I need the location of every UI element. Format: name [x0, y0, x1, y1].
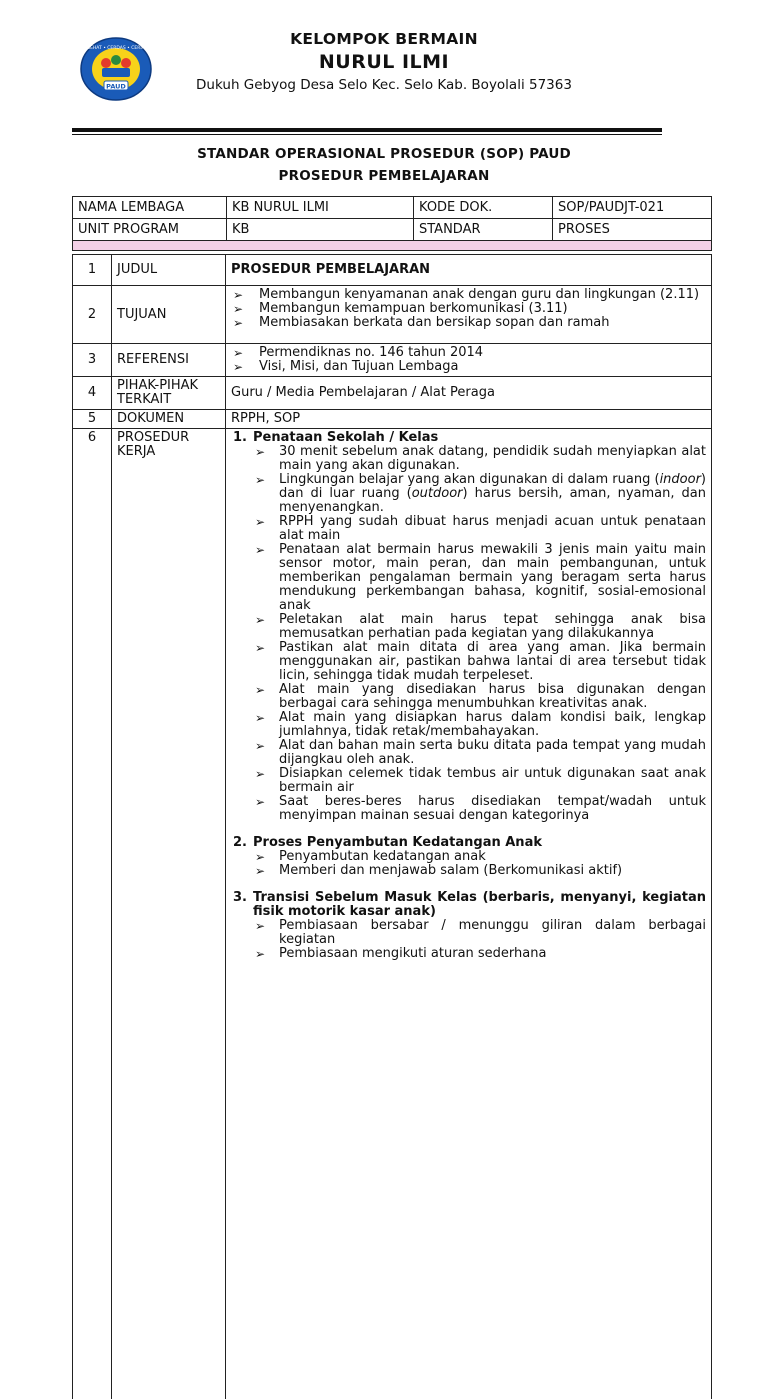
- separator-cell: [73, 241, 712, 251]
- table-row: [73, 429, 712, 1399]
- separator-row: [73, 241, 712, 251]
- list-item: ➢ Memberi dan menjawab salam (Berkomunikasi aktif): [231, 864, 706, 878]
- prosedur-cell: [226, 429, 712, 1399]
- section-number: 1.: [233, 430, 247, 445]
- meta-value: PROSES: [553, 219, 712, 241]
- meta-label: NAMA LEMBAGA: [73, 197, 227, 219]
- pihak-value: Guru / Media Pembelajaran / Alat Peraga: [226, 377, 712, 410]
- logo-label: PAUD: [106, 82, 126, 91]
- list-item: ➢ Disiapkan celemek tidak tembus air untuk digunakan saat anak bermain air: [231, 767, 706, 795]
- meta-value: KB NURUL ILMI: [227, 197, 414, 219]
- list-item: ➢ 30 menit sebelum anak datang, pendidik sudah menyiapkan alat main yang akan digunakan.: [231, 445, 706, 473]
- meta-label: UNIT PROGRAM: [73, 219, 227, 241]
- section-title: Transisi Sebelum Masuk Kelas (berbaris, menyanyi, kegiatan fisik motorik kasar anak): [253, 890, 706, 919]
- section-title: Proses Penyambutan Kedatangan Anak: [253, 835, 542, 850]
- document-subtitle: PROSEDUR PEMBELAJARAN: [278, 168, 490, 184]
- row-label: JUDUL: [112, 255, 226, 286]
- list-item: ➢ Pastikan alat main ditata di area yang aman. Jika bermain menggunakan air, pastikan bahwa lantai di area tersebut tidak licin, sehingga tidak mudah terpeleset.: [231, 641, 706, 683]
- table-row: [73, 377, 712, 410]
- table-row: [73, 255, 712, 286]
- list-item: ➢ Saat beres-beres harus disediakan tempat/wadah untuk menyimpan mainan sesuai dengan kategorinya: [231, 795, 706, 823]
- row-number: 6: [73, 429, 112, 1399]
- meta-row: [73, 197, 712, 219]
- section-heading: [231, 836, 706, 850]
- list-item: ➢ Alat dan bahan main serta buku ditata pada tempat yang mudah dijangkau oleh anak.: [231, 739, 706, 767]
- referensi-list-cell: [226, 344, 712, 377]
- list-item: ➢ Lingkungan belajar yang akan digunakan di dalam ruang (indoor) dan di luar ruang (outdoor) harus bersih, aman, nyaman, dan menyenangkan.: [231, 473, 706, 515]
- list-item: ➢ Membangun kemampuan berkomunikasi (3.11): [231, 302, 706, 316]
- row-number: 1: [73, 255, 112, 286]
- header-divider: [72, 128, 662, 132]
- list-item: ➢ Peletakan alat main harus tepat sehingga anak bisa memusatkan perhatian pada kegiatan yang dilakukannya: [231, 613, 706, 641]
- org-type: KELOMPOK BERMAIN: [290, 30, 478, 48]
- section-list: [231, 445, 706, 823]
- header-divider-thin: [72, 134, 662, 135]
- section-list: [231, 850, 706, 878]
- section-heading: [231, 431, 706, 445]
- row-label: PROSEDUR KERJA: [112, 429, 226, 1399]
- row-number: 4: [73, 377, 112, 410]
- document-title: STANDAR OPERASIONAL PROSEDUR (SOP) PAUD: [197, 146, 571, 162]
- judul-value: PROSEDUR PEMBELAJARAN: [226, 255, 712, 286]
- table-row: [73, 410, 712, 429]
- row-number: 5: [73, 410, 112, 429]
- tujuan-list: [231, 288, 706, 330]
- table-row: [73, 344, 712, 377]
- list-item: ➢ Alat main yang disiapkan harus dalam kondisi baik, lengkap jumlahnya, tidak retak/membahayakan.: [231, 711, 706, 739]
- meta-table: [72, 196, 712, 251]
- logo-motto: SEHAT • CERDAS • CERIA: [87, 46, 145, 51]
- row-label: DOKUMEN: [112, 410, 226, 429]
- list-item: ➢ RPPH yang sudah dibuat harus menjadi acuan untuk penataan alat main: [231, 515, 706, 543]
- list-item: ➢ Membangun kenyamanan anak dengan guru dan lingkungan (2.11): [231, 288, 706, 302]
- list-item: ➢ Membiasakan berkata dan bersikap sopan dan ramah: [231, 316, 706, 330]
- section-title: Penataan Sekolah / Kelas: [253, 430, 439, 445]
- referensi-list: [231, 346, 706, 374]
- row-label: PIHAK-PIHAK TERKAIT: [112, 377, 226, 410]
- row-number: 2: [73, 286, 112, 344]
- table-row: [73, 286, 712, 344]
- list-item: ➢ Visi, Misi, dan Tujuan Lembaga: [231, 360, 706, 374]
- org-address: Dukuh Gebyog Desa Selo Kec. Selo Kab. Boyolali 57363: [196, 77, 572, 93]
- list-item: ➢ Alat main yang disediakan harus bisa digunakan dengan berbagai cara sehingga menumbuhkan kreativitas anak.: [231, 683, 706, 711]
- list-item: ➢ Pembiasaan bersabar / menunggu giliran dalam berbagai kegiatan: [231, 919, 706, 947]
- list-item: ➢ Penyambutan kedatangan anak: [231, 850, 706, 864]
- letterhead: [0, 0, 768, 140]
- list-item: ➢ Penataan alat bermain harus mewakili 3 jenis main yaitu main sensor motor, main peran, dan main pembangunan, untuk memberikan pengalaman bermain yang beragam serta harus mendukung perkembangan bahasa, kognitif, sosial-emosional anak: [231, 543, 706, 613]
- tujuan-list-cell: [226, 286, 712, 344]
- row-label: TUJUAN: [112, 286, 226, 344]
- meta-value: SOP/PAUDJT-021: [553, 197, 712, 219]
- list-item: ➢ Pembiasaan mengikuti aturan sederhana: [231, 947, 706, 961]
- list-item: ➢ Permendiknas no. 146 tahun 2014: [231, 346, 706, 360]
- dokumen-value: RPPH, SOP: [226, 410, 712, 429]
- org-name: NURUL ILMI: [318, 51, 450, 73]
- section-number: 3.: [233, 890, 247, 905]
- section-heading: [231, 891, 706, 919]
- meta-value: KB: [227, 219, 414, 241]
- section-list: [231, 919, 706, 961]
- row-label: REFERENSI: [112, 344, 226, 377]
- meta-row: [73, 219, 712, 241]
- section-number: 2.: [233, 835, 247, 850]
- procedure-table: [72, 254, 712, 1399]
- meta-label: STANDAR: [414, 219, 553, 241]
- meta-label: KODE DOK.: [414, 197, 553, 219]
- row-number: 3: [73, 344, 112, 377]
